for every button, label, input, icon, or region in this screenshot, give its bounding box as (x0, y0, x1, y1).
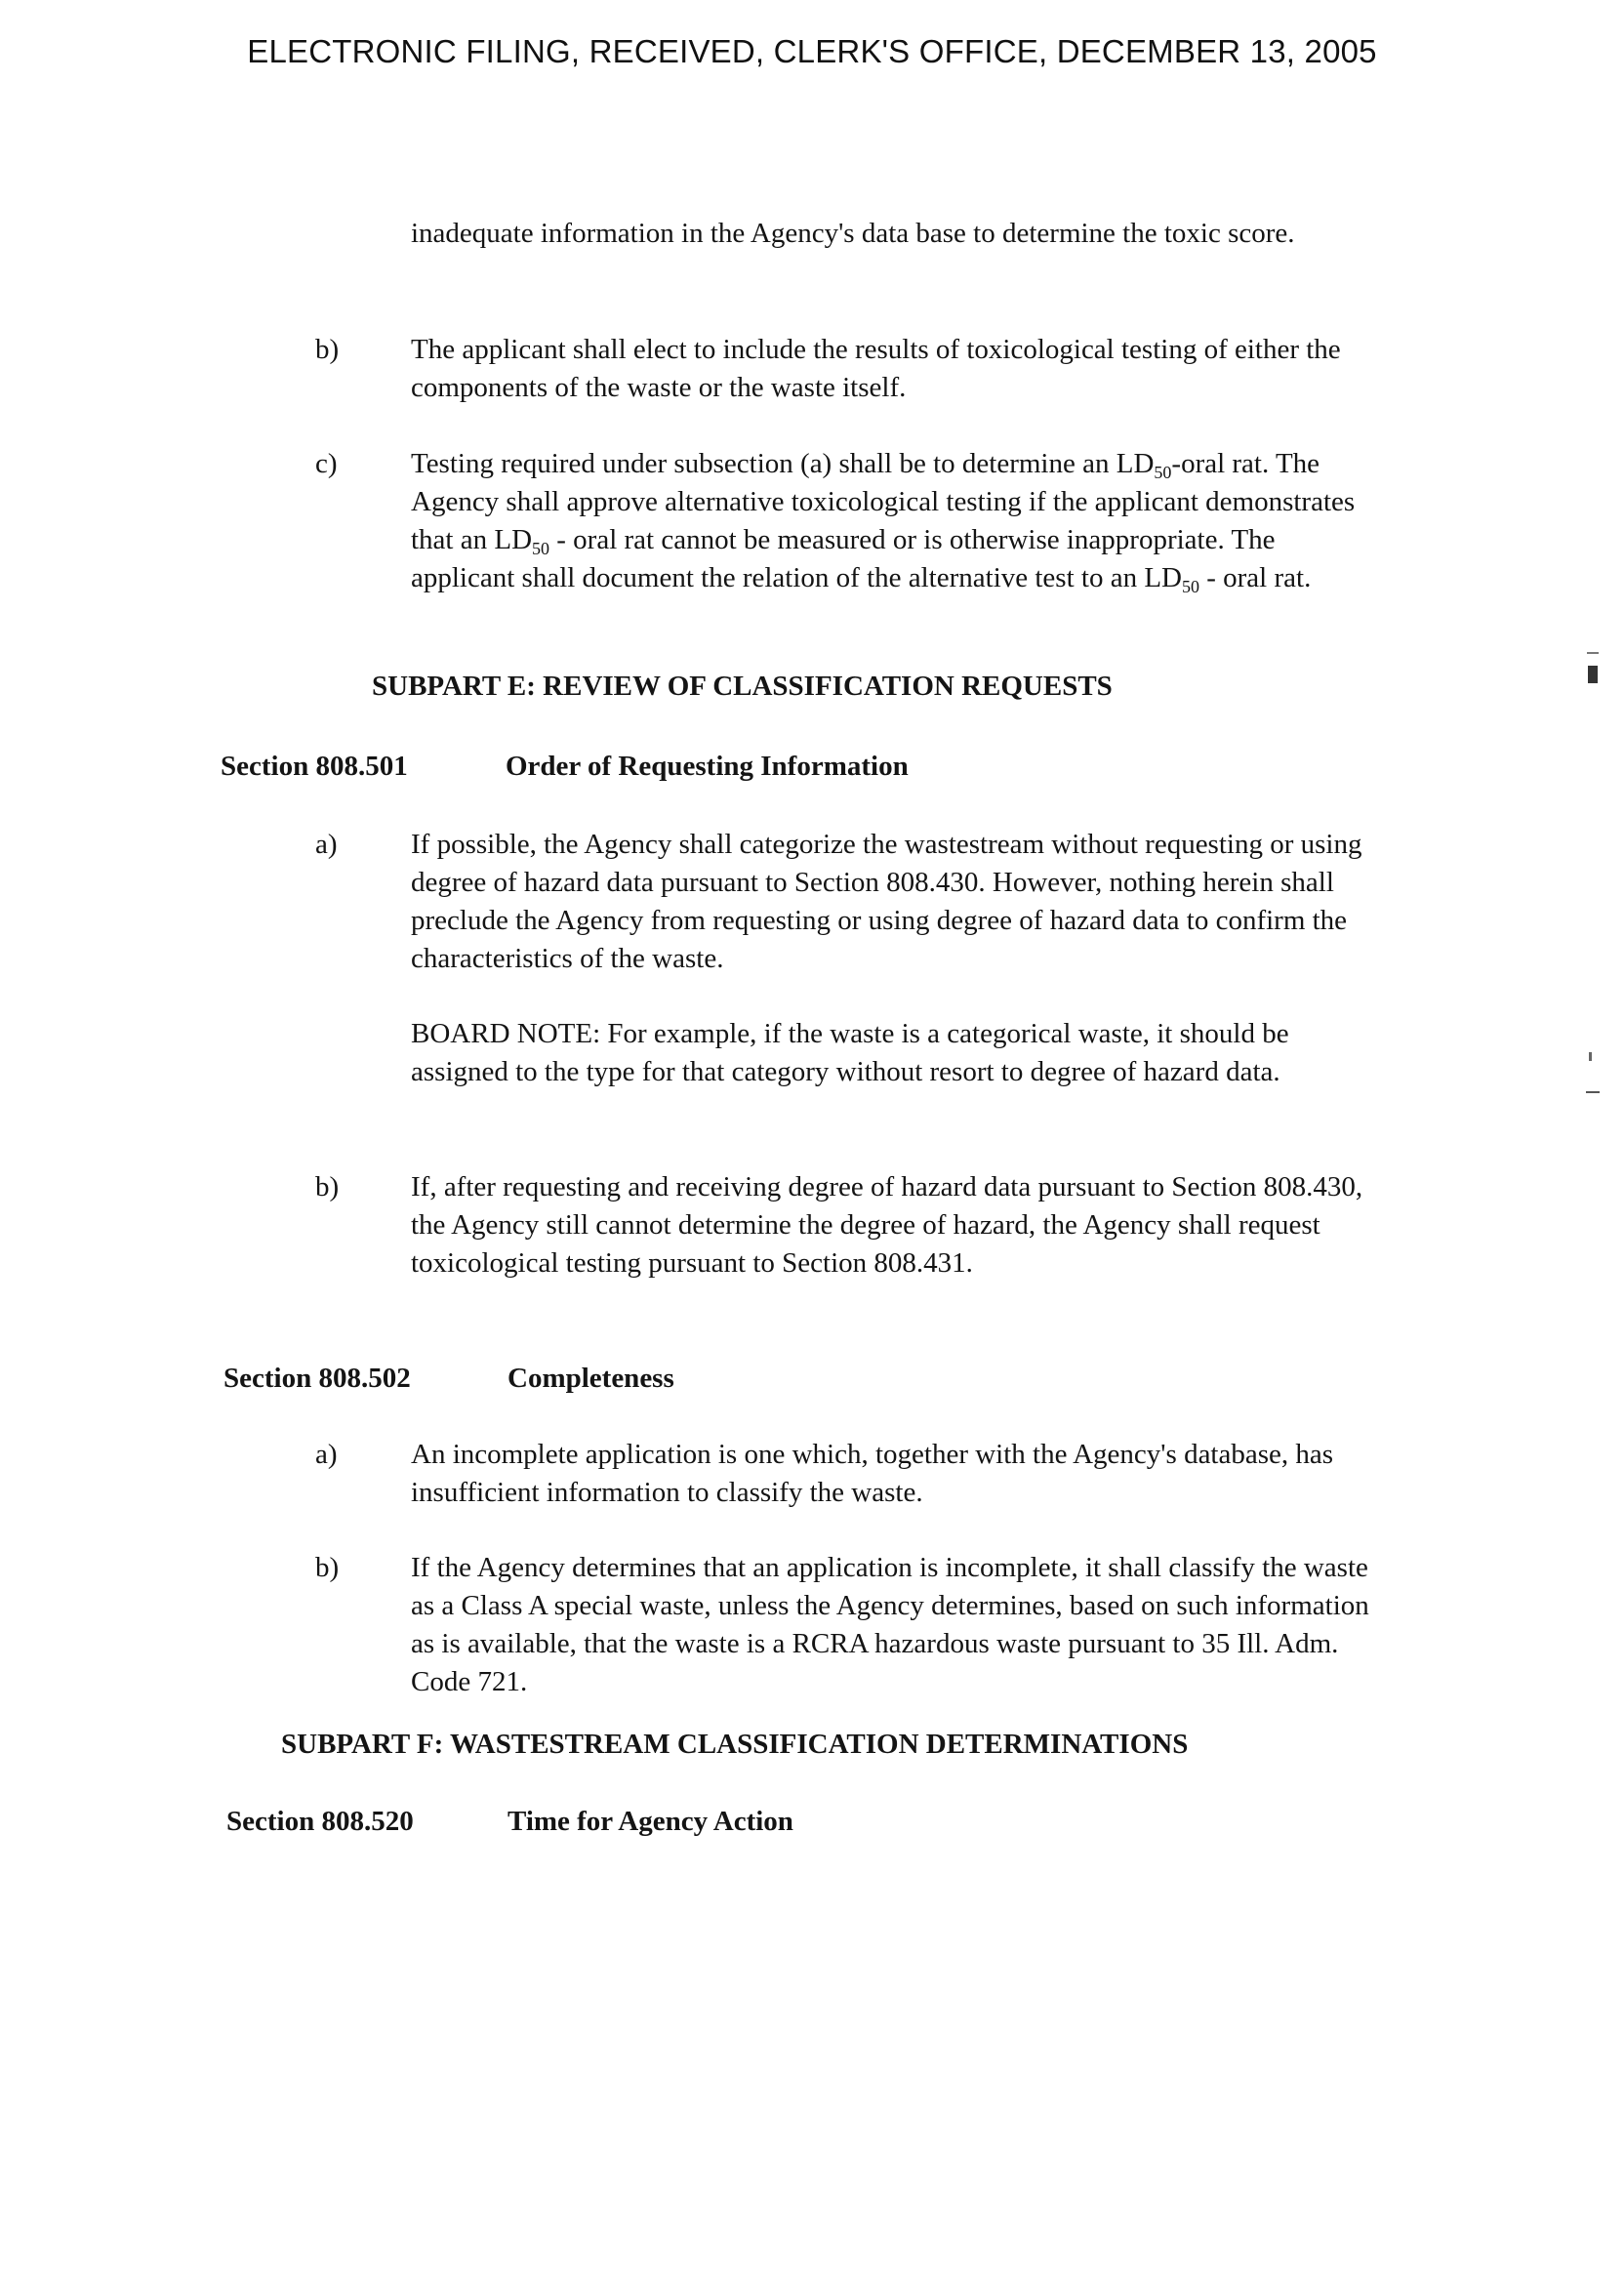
section-502-a-text: An incomplete application is one which, together with the Agency's database, has insufficient information to classify the waste. (411, 1439, 1334, 1508)
continuation-paragraph: inadequate information in the Agency's data base to determine the toxic score. (411, 218, 1295, 249)
scan-artifact-mark (1588, 666, 1598, 683)
para-c-text-1: Testing required under subsection (a) shall be to determine an LD (411, 448, 1155, 479)
section-520-title: Time for Agency Action (508, 1806, 793, 1837)
section-502-a-label: a) (315, 1439, 338, 1470)
section-501-a-label: a) (315, 829, 338, 860)
ld50-subscript: 50 (1181, 577, 1199, 596)
subpart-e-heading: SUBPART E: REVIEW OF CLASSIFICATION REQUESTS (372, 671, 1113, 702)
section-520-number: Section 808.520 (226, 1806, 414, 1837)
section-501-a-text: If possible, the Agency shall categorize the wastestream without requesting or using degree of hazard data pursuant to Section 808.430. However, nothing herein shall preclude the Agency from requesting or using degree of hazard data to confirm the characteristics of the waste. (411, 829, 1362, 974)
section-501-number: Section 808.501 (221, 751, 408, 782)
scan-artifact-mark (1589, 1052, 1592, 1061)
para-c-text (411, 445, 1377, 597)
subpart-f-heading: SUBPART F: WASTESTREAM CLASSIFICATION DETERMINATIONS (281, 1729, 1189, 1760)
section-502-number: Section 808.502 (223, 1363, 411, 1394)
section-502-b-text: If the Agency determines that an application is incomplete, it shall classify the waste as a Class A special waste, unless the Agency determines, based on such information as is available, that the waste is a RCRA hazardous waste pursuant to 35 Ill. Adm. Code 721. (411, 1552, 1369, 1697)
para-c-text-4: - oral rat. (1198, 562, 1312, 593)
scan-artifact-mark (1587, 652, 1599, 654)
section-502-b-label: b) (315, 1552, 340, 1583)
section-502-title: Completeness (508, 1363, 674, 1394)
board-note: BOARD NOTE: For example, if the waste is a categorical waste, it should be assigned to the type for that category without resort to degree of hazard data. (411, 1018, 1289, 1087)
para-b-label: b) (315, 334, 340, 365)
para-c-text-2: -oral rat. The Agency shall approve alternative toxicological testing if the applicant demonstrates that an LD (411, 448, 1356, 555)
para-c-label: c) (315, 448, 338, 479)
ld50-subscript: 50 (532, 539, 550, 558)
section-501-title: Order of Requesting Information (506, 751, 909, 782)
scan-artifact-mark (1586, 1091, 1600, 1093)
filing-header: ELECTRONIC FILING, RECEIVED, CLERK'S OFFICE, DECEMBER 13, 2005 (247, 33, 1377, 69)
ld50-subscript: 50 (1154, 463, 1172, 482)
section-501-b-text: If, after requesting and receiving degree of hazard data pursuant to Section 808.430, the Agency still cannot determine the degree of hazard, the Agency shall request toxicological testing pursuant to Section 808.431. (411, 1171, 1363, 1279)
para-b-text: The applicant shall elect to include the results of toxicological testing of either the components of the waste or the waste itself. (411, 334, 1341, 403)
para-c-text-3: - oral rat cannot be measured or is otherwise inappropriate. The applicant shall document the relation of the alternative test to an LD (411, 524, 1276, 593)
section-501-b-label: b) (315, 1171, 340, 1202)
